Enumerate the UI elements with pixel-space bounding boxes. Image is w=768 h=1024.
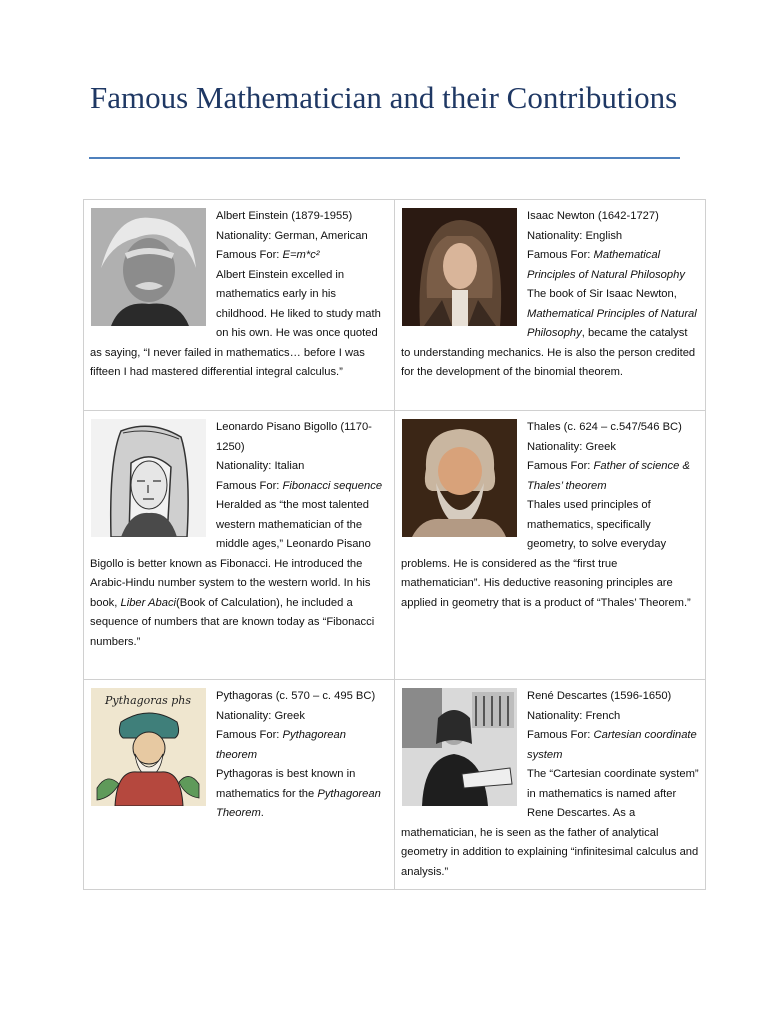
fibonacci-famous-label: Famous For: <box>216 479 283 492</box>
fibonacci-header: Leonardo Pisano Bigollo (1170-1250) <box>216 421 372 453</box>
newton-portrait-image <box>402 208 517 326</box>
newton-famous-label: Famous For: <box>527 249 594 261</box>
newton-nationality: English <box>585 229 623 242</box>
mathematicians-table <box>83 199 706 890</box>
pythagoras-portrait-image <box>91 688 206 806</box>
entry-newton <box>395 200 706 411</box>
descartes-famous-for: Cartesian coordinate system <box>527 729 697 761</box>
entry-fibonacci <box>84 411 395 680</box>
pythagoras-famous-for: Pythagorean theorem <box>216 729 346 761</box>
pythagoras-description <box>216 768 381 819</box>
description-segment: Pythagoras is best known in mathematics for the <box>216 768 356 800</box>
descartes-nationality: French <box>585 709 621 722</box>
description-segment: The “Cartesian coordinate system” in mathematics is named after Rene Descartes. As a mathematician, he is seen as the father of analytical geometry in addition to explaining “infinitesimal calculus and analysis.” <box>401 768 699 878</box>
einstein-portrait-image <box>91 208 206 326</box>
thales-header: Thales (c. 624 – c.547/546 BC) <box>527 421 682 433</box>
fibonacci-nationality-label: Nationality: <box>216 460 275 472</box>
description-segment: Pythagorean Theorem <box>216 787 381 819</box>
description-segment: . <box>260 807 264 819</box>
description-segment: , became the catalyst to understanding mechanics. He is also the person credited for the development of the binomial theorem. <box>401 327 696 378</box>
einstein-header: Albert Einstein (1879-1955) <box>216 210 353 222</box>
pythagoras-nationality: Greek <box>274 709 305 722</box>
thales-famous-for: Father of science & Thales’ theorem <box>527 460 690 492</box>
description-segment: The book of Sir Isaac Newton, <box>527 288 677 300</box>
einstein-nationality: German, American <box>274 229 368 242</box>
newton-famous-for: Mathematical Principles of Natural Philosophy <box>527 249 685 281</box>
entry-thales <box>395 411 706 680</box>
pythagoras-image-caption: Pythagoras phs <box>104 694 192 707</box>
einstein-nationality-label: Nationality: <box>216 229 275 242</box>
page-title: Famous Mathematician and their Contributions <box>90 80 678 115</box>
fibonacci-nationality: Italian <box>274 460 305 472</box>
entry-einstein <box>84 200 395 411</box>
pythagoras-header: Pythagoras (c. 570 – c. 495 BC) <box>216 690 376 702</box>
description-segment: Mathematical Principles of Natural Philosophy <box>527 307 697 339</box>
thales-portrait-image <box>402 419 517 537</box>
entry-descartes <box>395 680 706 890</box>
thales-nationality-label: Nationality: <box>527 440 586 453</box>
descartes-header: René Descartes (1596-1650) <box>527 690 672 702</box>
description-segment: Liber Abaci <box>120 596 177 609</box>
einstein-famous-for: E=m*c² <box>282 249 320 261</box>
description-segment: Thales used principles of mathematics, specifically geometry, to solve everyday problems. He is considered as the “first true mathematician”. His deductive reasoning principles are applied in geometry that is a product of “Thales’ Theorem.” <box>401 499 691 609</box>
descartes-famous-label: Famous For: <box>527 729 594 741</box>
entry-pythagoras <box>84 680 395 890</box>
description-segment: Heralded as “the most talented western mathematician of the middle ages,” Leonardo Pisano Bigollo is better known as Fibonacci. He introduced the Arabic-Hindu number system to the western world. In his book, <box>90 499 371 609</box>
fibonacci-famous-for: Fibonacci sequence <box>282 479 383 492</box>
thales-famous-label: Famous For: <box>527 460 594 472</box>
pythagoras-famous-label: Famous For: <box>216 729 283 741</box>
einstein-famous-label: Famous For: <box>216 249 283 261</box>
title-underline <box>89 157 680 159</box>
descartes-nationality-label: Nationality: <box>527 709 586 722</box>
description-segment: (Book of Calculation), he included a sequence of numbers that are known today as “Fibonacci numbers.” <box>90 596 375 648</box>
newton-header: Isaac Newton (1642-1727) <box>527 210 659 222</box>
description-segment: Albert Einstein excelled in mathematics early in his childhood. He liked to study math on his own. He was once quoted as saying, “I never failed in mathematics… before I was fifteen I had mastered differential integral calculus.” <box>90 268 381 378</box>
newton-nationality-label: Nationality: <box>527 229 586 242</box>
fibonacci-portrait-image <box>91 419 206 537</box>
descartes-portrait-image <box>402 688 517 806</box>
thales-nationality: Greek <box>585 440 616 453</box>
pythagoras-nationality-label: Nationality: <box>216 709 275 722</box>
